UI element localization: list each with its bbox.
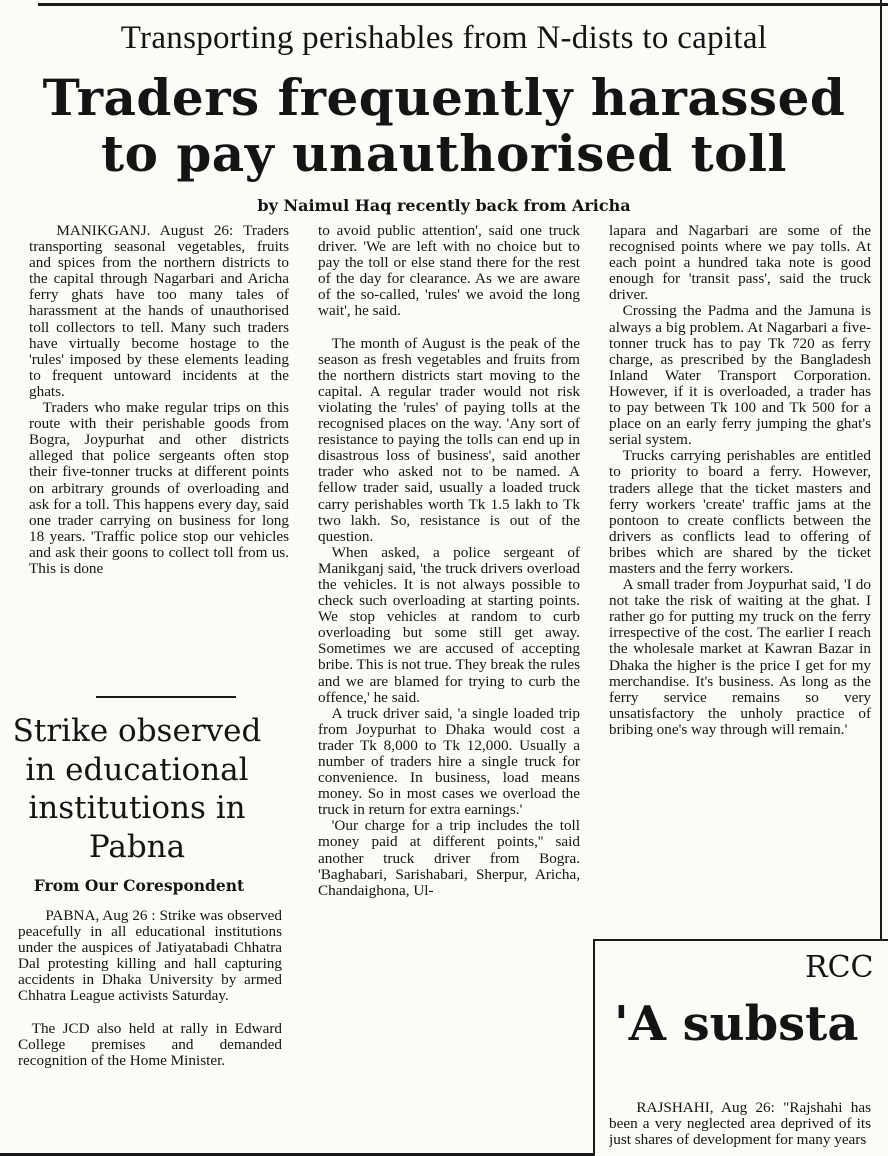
article-paragraph: A truck driver said, 'a single loaded trip from Joypurhat to Dhaka would cost a trader Tk 8,000 to Tk 12,000. Usually a number of traders hire a single truck for convenience. In business, load means money. So in most cases we overload the truck in return for extra earnings.': [318, 704, 580, 819]
article-column-3: [609, 223, 871, 738]
rcc-body: [609, 1100, 871, 1156]
article-paragraph: 'Our charge for a trip includes the toll money paid at different points,'' said another truck driver from Bogra. 'Baghabari, Sarishabari, Sherpur, Aricha, Chandaighona, Ul-: [318, 817, 580, 899]
article-paragraph: MANIKGANJ. August 26: Traders transporting seasonal vegetables, fruits and spices from the northern districts to the capital through Nagarbari and Aricha ferry ghats have too many tales of harassment at the hands of unauthorised toll collectors to tell. Many such traders have virtually become hostage to the 'rules' imposed by these elements leading to frequent untoward incidents at the ghats.: [29, 222, 289, 400]
strike-byline: From Our Corespondent: [33, 876, 245, 895]
article-paragraph: to avoid public attention', said one truck driver. 'We are left with no choice but to pay the toll or else stand there for the rest of the day for clearance. As we are aware of the so-called, 'rules' we avoid the long wait', he said.: [318, 222, 580, 320]
strike-body: [18, 908, 282, 1069]
rcc-kicker: RCC: [805, 950, 874, 985]
article-paragraph: The month of August is the peak of the season as fresh vegetables and fruits from the northern districts start moving to the capital. A regular trader would not risk violating the 'rules' of paying tolls at the recognised places on the way. 'Any sort of resistance to paying the tolls can end up in disastrous loss of business', said another trader who asked not to be named. A fellow trader said, usually a loaded truck carry perishables worth Tk 1.5 lakh to Tk two lakh. So, resistance is out of the question.: [318, 334, 580, 545]
section-divider: [96, 696, 236, 698]
top-rule: [38, 3, 888, 6]
article-paragraph: PABNA, Aug 26 : Strike was observed peacefully in all educational institutions under the auspices of Jatiyatabadi Chhatra Dal protesting killing and hall capturing accidents in Dhaka University by armed Chhatra League activists Saturday.: [18, 907, 282, 1005]
article-paragraph: Trucks carrying perishables are entitled to priority to board a ferry. However, traders allege that the ticket masters and ferry workers 'create' traffic jams at the pontoon to create conflicts between the drivers as conflicts lead to offering of bribes which are shared by the ticket masters and the ferry workers.: [609, 447, 871, 577]
article-paragraph: A small trader from Joypurhat said, 'I do not take the risk of waiting at the ghat. I rather go for putting my truck on the ferry irrespective of the cost. The earlier I reach the wholesale market at Kawran Bazar in Dhaka the higher is the price I get for my merchandise. It's business. As long as the ferry service remains so very unsatisfactory the unholy practice of bribing one's way through will remain.': [609, 576, 871, 738]
right-edge-rule: [880, 0, 882, 940]
article-byline: by Naimul Haq recently back from Aricha: [257, 196, 631, 215]
article-paragraph: Traders who make regular trips on this route with their perishable goods from Bogra, Joypurhat and other districts alleged that police sergeants often stop their five-tonner trucks at different points on arbitrary grounds of overloading and ask for a toll. This happens every day, said one trader carrying on business for long 18 years. 'Traffic police stop our vehicles and ask their goons to collect toll from us. This is done: [29, 399, 289, 577]
rcc-headline: 'A substa: [614, 996, 859, 1052]
headline-line-2: to pay unauthorised toll: [100, 124, 788, 183]
article-paragraph: Crossing the Padma and the Jamuna is always a big problem. At Nagarbari a five-tonner truck has to pay Tk 720 as ferry charge, as prescribed by the Bangladesh Inland Water Transport Corporation. However, if it is overloaded, a trader has to pay between Tk 100 and Tk 500 for a place on an early ferry jumping the ghat's serial system.: [609, 302, 871, 449]
rcc-box-left: [593, 939, 595, 1156]
article-paragraph: The JCD also held at rally in Edward College premises and demanded recognition of the Home Minister.: [18, 1019, 282, 1069]
article-column-2: [318, 223, 580, 899]
rcc-box-top: [593, 939, 888, 941]
headline-line-1: Traders frequently harassed: [42, 68, 846, 127]
article-paragraph: lapara and Nagarbari are some of the recognised points where we pay tolls. At each point a hundred taka note is good enough for 'transit pass', said the truck driver.: [609, 222, 871, 304]
article-column-1: [29, 223, 289, 577]
article-paragraph: When asked, a police sergeant of Manikganj said, 'the truck drivers overload the vehicles. It is not always possible to check such overloading at starting points. We stop vehicles at random to curb overloading but some still get away. Sometimes we are accused of accepting bribe. This is not true. They break the rules and we are blamed for trying to curb the offence,' he said.: [318, 543, 580, 706]
article-paragraph: RAJSHAHI, Aug 26: "Rajshahi has been a very neglected area deprived of its just shares of development for many years: [609, 1100, 871, 1149]
article-headline: [0, 70, 888, 182]
article-kicker: Transporting perishables from N-dists to capital: [120, 20, 768, 56]
strike-headline: Strike observed in educational institutions in Pabna: [12, 713, 262, 865]
